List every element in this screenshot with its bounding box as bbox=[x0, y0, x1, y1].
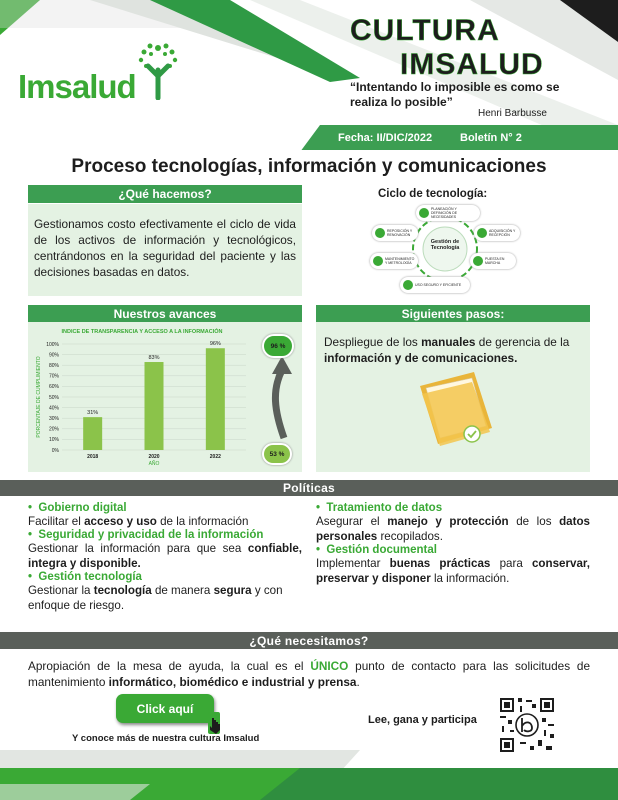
ciclo-node-3 bbox=[470, 253, 516, 269]
date-label: Fecha: II/DIC/2022 bbox=[338, 132, 433, 144]
politica-documental-text bbox=[316, 556, 590, 586]
siguientes-heading: Siguientes pasos: bbox=[316, 305, 590, 322]
politica-seguridad-text bbox=[28, 541, 302, 571]
politica-documental-title: • Gestión documental bbox=[316, 544, 437, 556]
chart-ytick-label: 60% bbox=[48, 384, 59, 391]
necesitamos-unico: ÚNICO bbox=[310, 659, 349, 673]
chart-ytick-label: 80% bbox=[48, 363, 59, 369]
politica-2-text-b: confiable, integra y disponible. bbox=[28, 542, 302, 570]
node-icon bbox=[419, 208, 429, 218]
politica-tecnologia-title: • Gestión tecnología bbox=[28, 571, 142, 583]
chart-data-label: 83% bbox=[148, 355, 160, 362]
ciclo-node-1 bbox=[416, 205, 480, 221]
quote: “Intentando lo imposible es como se realiza lo posible” bbox=[350, 80, 560, 109]
ciclo-center: Gestión de Tecnología bbox=[430, 239, 460, 251]
necesitamos-text-a: Apropiación de la mesa de ayuda, la cual es el bbox=[28, 659, 311, 673]
necesitamos-text bbox=[28, 658, 590, 690]
politicas-right bbox=[316, 502, 590, 586]
siguientes-text-b1: manuales bbox=[421, 335, 476, 349]
necesitamos-text-b: punto de contacto para las solicitudes de mantenimiento bbox=[28, 659, 591, 689]
politica-datos-title: • Tratamiento de datos bbox=[316, 502, 443, 514]
chart-ytick-label: 50% bbox=[48, 394, 59, 401]
chart-ytick-label: 100% bbox=[46, 341, 59, 348]
chart-ytick-label: 90% bbox=[48, 352, 59, 359]
folder-icon bbox=[414, 372, 498, 448]
chart-xlabel: AÑO bbox=[148, 461, 160, 467]
node-label: PLANEACIÓN Y DEFINICIÓN DE NECESIDADES bbox=[431, 207, 458, 219]
politica-4-text-b: manejo y protección bbox=[387, 515, 509, 528]
que-hacemos-text: Gestionamos costo efectivamente el ciclo de vida de los activos de información y tecnológicos, centrándonos en la seguridad del paciente y las decisiones basadas en datos. bbox=[34, 217, 296, 279]
que-hacemos-heading: ¿Qué hacemos? bbox=[28, 185, 302, 203]
chart-ytick-label: 70% bbox=[48, 373, 59, 380]
politica-4-text-d: datos personales bbox=[316, 515, 590, 543]
ciclo-node-6 bbox=[372, 225, 418, 241]
ciclo-heading: Ciclo de tecnología: bbox=[378, 188, 488, 200]
politicas-left bbox=[28, 502, 302, 613]
node-label: USO SEGURO Y EFICIENTE bbox=[415, 283, 462, 287]
chart-ytick-label: 40% bbox=[48, 405, 59, 412]
node-icon bbox=[403, 280, 413, 290]
politica-2-text-a: Gestionar la información para que sea bbox=[28, 542, 248, 555]
ciclo-diagram bbox=[370, 203, 520, 295]
necesitamos-heading: ¿Qué necesitamos? bbox=[0, 632, 618, 649]
badge-96 bbox=[262, 334, 294, 358]
politica-5-text-d: conservar, preservar y disponer bbox=[316, 557, 590, 585]
chart-xtick-label: 2020 bbox=[148, 454, 160, 460]
politica-4-title-text: Tratamiento de datos bbox=[326, 502, 443, 514]
politica-5-text-e: la información. bbox=[430, 572, 510, 585]
node-label: ADQUISICIÓN Y RECEPCIÓN bbox=[489, 229, 516, 237]
ciclo-node-4 bbox=[400, 277, 470, 293]
brand-name: Imsalud bbox=[18, 68, 136, 105]
page-title: Proceso tecnologías, información y comunicaciones bbox=[71, 156, 547, 177]
footer-decoration bbox=[0, 748, 618, 800]
ciclo-node-5 bbox=[370, 253, 418, 269]
politica-1-title-text: Gobierno digital bbox=[38, 502, 127, 514]
politica-4-text-a: Asegurar el bbox=[316, 515, 388, 528]
chart-xtick-label: 2022 bbox=[209, 454, 221, 460]
politica-1-text-a: Facilitar el bbox=[28, 515, 85, 528]
politica-datos-text bbox=[316, 514, 590, 544]
imsalud-logo bbox=[18, 40, 178, 110]
click-aqui-button[interactable] bbox=[116, 694, 214, 723]
chart-title: INDICE DE TRANSPARENCIA Y ACCESO A LA INFORMACIÓN bbox=[61, 329, 223, 335]
politica-3-text-c: de manera bbox=[151, 584, 214, 597]
cultura-line-2: IMSALUD bbox=[400, 48, 544, 81]
politica-4-text-c: de los bbox=[508, 515, 560, 528]
transparency-chart bbox=[32, 324, 252, 470]
chart-xtick-label: 2018 bbox=[87, 454, 99, 460]
politica-2-title-text: Seguridad y privacidad de la información bbox=[38, 529, 264, 541]
siguientes-text-1: Despliegue de los bbox=[324, 335, 422, 349]
siguientes-text-2: de gerencia de la bbox=[475, 335, 570, 349]
badge-53 bbox=[262, 443, 292, 465]
avances-heading: Nuestros avances bbox=[28, 305, 302, 322]
chart-data-label: 31% bbox=[87, 410, 99, 417]
politica-1-text-c: de la información bbox=[156, 515, 249, 528]
siguientes-text bbox=[324, 334, 584, 366]
click-aqui-label: Click aquí bbox=[136, 701, 194, 716]
node-icon bbox=[375, 228, 385, 238]
quote-author: Henri Barbusse bbox=[478, 108, 547, 119]
politica-5-text-a: Implementar bbox=[316, 557, 390, 570]
politica-3-title-text: Gestión tecnología bbox=[38, 571, 142, 583]
lee-gana-text: Lee, gana y participa bbox=[368, 714, 477, 726]
click-sub-text: Y conoce más de nuestra cultura Imsalud bbox=[72, 733, 260, 744]
politica-5-text-b: buenas prácticas bbox=[389, 557, 491, 570]
qr-code[interactable] bbox=[498, 696, 556, 754]
politica-5-title-text: Gestión documental bbox=[326, 544, 437, 556]
tree-icon bbox=[136, 40, 180, 100]
chart-data-label: 96% bbox=[209, 341, 221, 348]
node-icon bbox=[473, 256, 483, 266]
cultura-title bbox=[350, 12, 580, 82]
badge-96-label: 96 % bbox=[270, 342, 286, 350]
politica-4-text-e: recopilados. bbox=[377, 530, 443, 543]
chart-bar-2020 bbox=[145, 362, 164, 450]
node-icon bbox=[477, 228, 487, 238]
chart-ylabel: PORCENTAJE DE CUMPLIMIENTO bbox=[36, 356, 42, 438]
necesitamos-text-d: . bbox=[356, 675, 360, 689]
node-label: MANTENIMIENTO Y METROLOGÍA bbox=[385, 257, 415, 265]
politica-seguridad-title: • Seguridad y privacidad de la información bbox=[28, 529, 264, 541]
chart-bar-2022 bbox=[206, 348, 225, 450]
politica-5-text-c: para bbox=[490, 557, 532, 570]
chart-ytick-label: 20% bbox=[48, 426, 59, 433]
chart-ytick-label: 10% bbox=[48, 437, 59, 444]
politica-1-text-b: acceso y uso bbox=[84, 515, 157, 528]
politica-gobierno-text bbox=[28, 514, 302, 529]
chart-ytick-label: 0% bbox=[51, 447, 59, 454]
bulletin-label: Boletín N° 2 bbox=[460, 132, 522, 144]
siguientes-text-b2: información y de comunicaciones. bbox=[324, 351, 518, 365]
ciclo-node-2 bbox=[474, 225, 520, 241]
chart-ytick-label: 30% bbox=[48, 416, 59, 422]
politica-tecnologia-text bbox=[28, 583, 302, 613]
badge-53-label: 53 % bbox=[269, 450, 285, 458]
politica-3-text-e: y con enfoque de riesgo. bbox=[28, 584, 283, 612]
node-icon bbox=[373, 256, 383, 266]
politica-3-text-a: Gestionar la bbox=[28, 584, 94, 597]
politica-3-text-b: tecnología bbox=[93, 584, 152, 597]
cultura-line-1: CULTURA bbox=[350, 14, 500, 47]
politica-3-text-d: segura bbox=[213, 584, 252, 597]
chart-bar-2018 bbox=[83, 417, 102, 450]
necesitamos-text-c: informático, biomédico e industrial y prensa bbox=[108, 675, 357, 689]
politica-gobierno-title: • Gobierno digital bbox=[28, 502, 127, 514]
node-label: PUESTA EN MARCHA bbox=[485, 257, 505, 265]
node-label: REPOSICIÓN Y RENOVACIÓN bbox=[387, 229, 413, 237]
politicas-heading: Políticas bbox=[0, 480, 618, 496]
